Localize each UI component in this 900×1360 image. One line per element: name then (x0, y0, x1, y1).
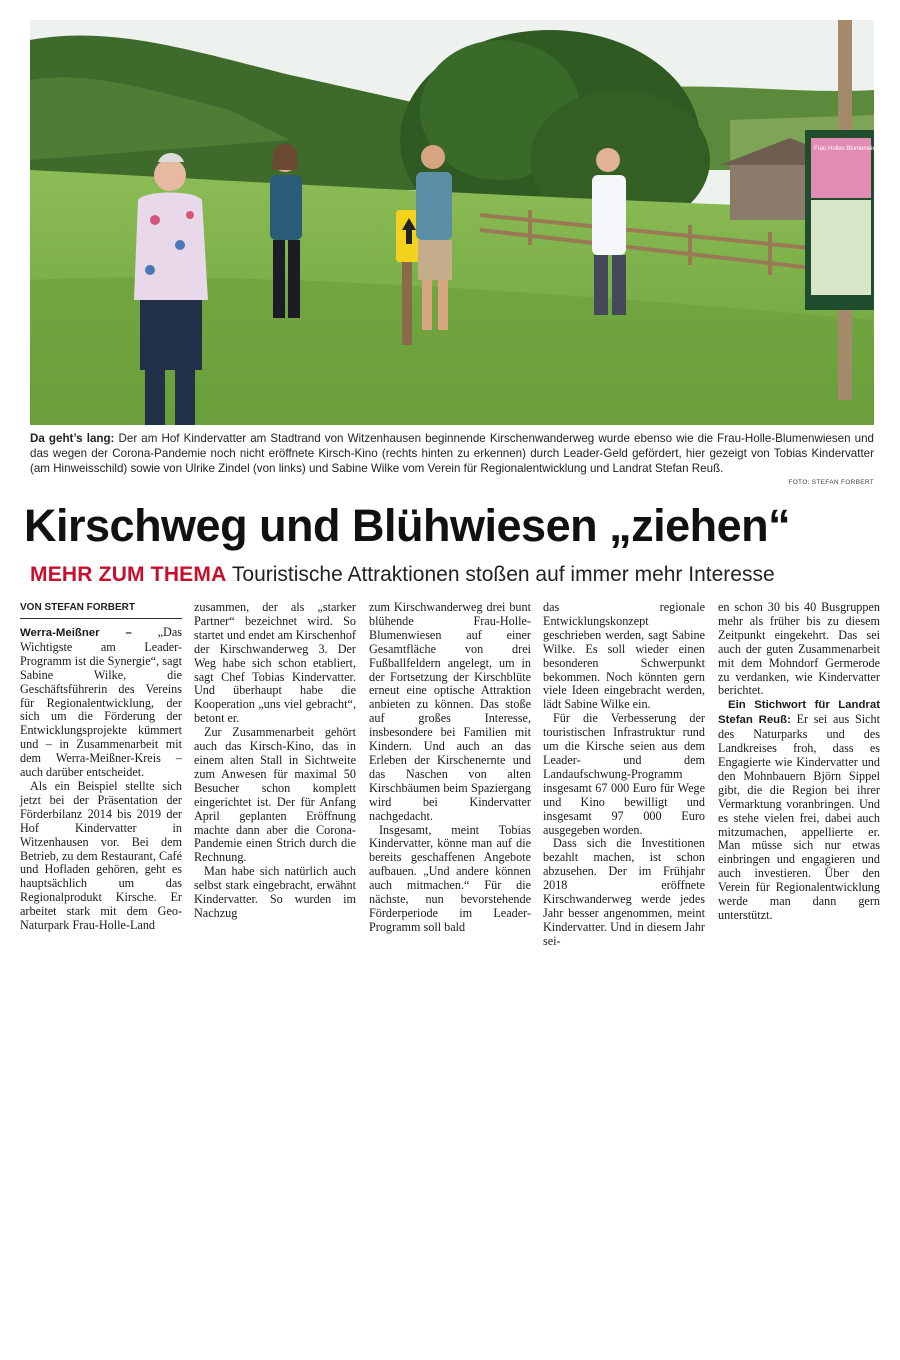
paragraph: Insgesamt, meint Tobias Kindervatter, könne man auf die bereits geschaffenen Angebote aufbauen. „Und andere können auch mitmachen.“ Für die nächste, nun bevorstehende Förderperiode im Leader-Programm soll bald (369, 822, 531, 934)
article-column-4 (543, 601, 705, 949)
paragraph (718, 698, 880, 923)
paragraph: Man habe sich natürlich auch selbst stark eingebracht, erwähnt Kindervatter. So wurden im Nachzug (194, 864, 356, 920)
paragraph: zum Kirschwanderweg drei bunt blühende Frau-Holle-Blumenwiesen auf einer Gesamtfläche von drei Fußballfeldern angelegt, um in der Fortsetzung der Kirschblüte erneut eine optische Attraktion anbieten zu können. Das stoße auf großes Interesse, insbesondere bei Familien mit Kindern. Und auch an das Erleben der Kirschenernte und das Naschen von alten Kirschbäumen beim Spaziergang wird bei Kindervatter nachgedacht. (369, 600, 531, 823)
paragraph-text: Er sei aus Sicht des Naturparks und des Landkreises froh, dass es Engagierte wie Kindervatter und den Mohnbauern Björn Sippel gibt, die die Region bei ihrer Vermarktung voranbringen. Und es stehe vielen frei, dabei auch mitzumachen, appellierte er. Man müsse sich nur etwas einbringen und engagieren und auch investieren. Über den Verein für Regionalentwicklung werde man dann gern unterstützt. (718, 712, 880, 922)
article-photo (30, 20, 886, 425)
paragraph: en schon 30 bis 40 Busgruppen mehr als früher bis zu diesem Zeitpunkt eingekehrt. Das sei auch der guten Zusammenarbeit mit dem Mohndorf Germerode zu verdanken, wie Kindervatter berichtet. (718, 600, 880, 698)
kicker-label: MEHR ZUM THEMA (30, 563, 227, 586)
board-sign-text: Frau Holles Blumenwiesen (814, 146, 886, 152)
dateline: Werra-Meißner – (20, 627, 132, 639)
meadow-scene-image (30, 20, 886, 425)
article-column-5 (718, 601, 880, 923)
paragraph: Zur Zusammenarbeit gehört auch das Kirsch-Kino, das in einem alten Stall in Sichtweite zum Anwesen für maximal 50 Besucher schon komplett eingerichtet ist. Der für Anfang April geplanten Eröffnung machte dann aber die Corona-Pandemie einen Strich durch die Rechnung. (194, 725, 356, 865)
byline: VON STEFAN FORBERT (20, 601, 182, 619)
headline: Kirschweg und Blühwiesen „ziehen“ (24, 500, 791, 551)
article-column-3 (369, 601, 531, 935)
paragraph: das regionale Entwicklungskonzept geschrieben werden, sagt Sabine Wilke. Es soll wieder einen besonderen Schwerpunkt bekommen. Noch könnten gern viele Ideen eingebracht werden, lädt Sabine Wilke ein. (543, 600, 705, 712)
caption-text: Der am Hof Kindervatter am Stadtrand von Witzenhausen beginnende Kirschenwanderweg wurde ebenso wie die Frau-Holle-Blumenwiesen und das wegen der Corona-Pandemie noch nicht eröffnete Kirsch-Kino (rechts hinten zu erkennen) durch Leader-Geld gefördert, hier gezeigt von Tobias Kindervatter (am Hinweisschild) sowie von Ulrike Zindel (von links) und Sabine Wilke vom Verein für Regionalentwicklung und Landrat Stefan Reuß. (30, 432, 874, 476)
article-column-1 (20, 626, 182, 933)
subhead-lead: Ein Stichwort für Landrat Stefan Reuß: (718, 699, 880, 727)
paragraph: zusammen, der als „starker Partner“ bezeichnet wird. So startet und endet am Kirschenhof der Kirschwanderweg 3. Der Weg habe sich schon etabliert, sagt Chef Tobias Kindervatter. Und überhaupt habe die Kooperation „uns viel gebracht“, betont er. (194, 600, 356, 726)
paragraph: Für die Verbesserung der touristischen Infrastruktur rund um die Kirsche seien aus dem Leader- und dem Landaufschwung-Programm insgesamt 67 000 Euro für Wege und Kino bewilligt und insgesamt 97 000 Euro ausgegeben worden. (543, 711, 705, 837)
photo-caption (30, 431, 874, 477)
paragraph (20, 626, 182, 780)
paragraph: Als ein Beispiel stellte sich jetzt bei der Präsentation der Förderbilanz 2014 bis 2019 der Hof Kindervatter in Witzenhausen vor. Bei dem Betrieb, zu dem Restaurant, Café und Hofladen gehören, geht es hauptsächlich um das Regionalprodukt Kirsche. Er arbeitet stark mit dem Geo-Naturpark Frau-Holle-Land (20, 778, 182, 933)
article-column-2 (194, 601, 356, 921)
paragraph: Dass sich die Investitionen bezahlt machen, ist schon abzusehen. Der im Frühjahr 2018 eröffnete Kirschwanderweg werde jedes Jahr besser angenommen, meint Kindervatter. Und in diesem Jahr sei- (543, 836, 705, 948)
paragraph-text: „Das Wichtigste am Leader-Programm ist die Synergie“, sagt Sabine Wilke, die Geschäftsführerin des Vereins für Regionalentwicklung, der sich um die Förderung der Entwicklungsprojekte kümmert und – in Zusammenarbeit mit dem Werra-Meißner-Kreis – auch darüber entscheidet. (20, 625, 182, 780)
subheadline-text: Touristische Attraktionen stoßen auf immer mehr Interesse (226, 563, 775, 586)
subheadline (30, 562, 890, 588)
photo-credit: FOTO: STEFAN FORBERT (788, 479, 874, 486)
caption-lead: Da geht’s lang: (30, 432, 115, 445)
